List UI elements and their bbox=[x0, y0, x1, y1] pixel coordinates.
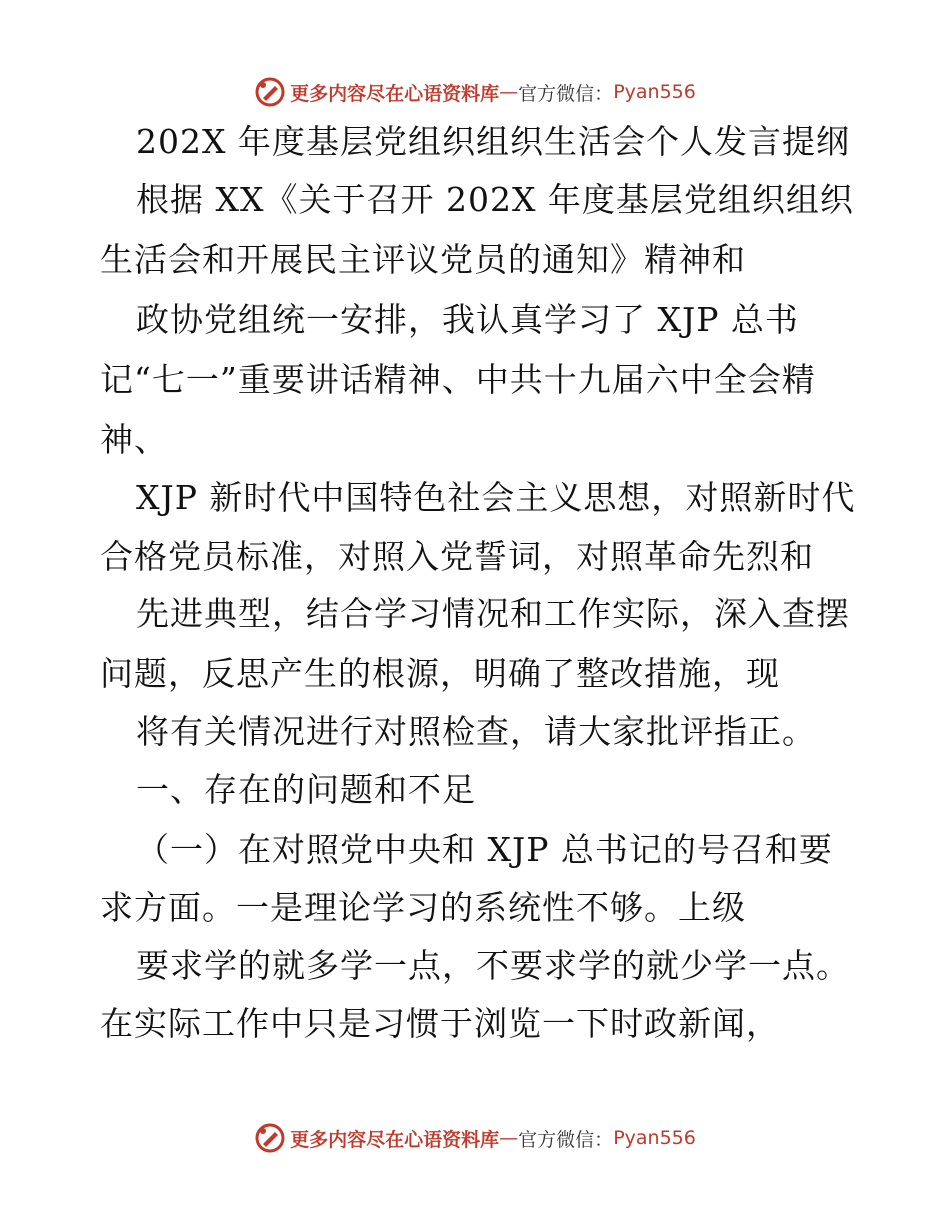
doc-line: 在实际工作中只是习惯于浏览一下时政新闻， bbox=[100, 1004, 780, 1043]
banner-wechat-id: Pyan556 bbox=[613, 1127, 696, 1149]
banner-wechat-label: 官方微信： bbox=[518, 82, 614, 105]
doc-line: 先进典型，结合学习情况和工作实际，深入查摆 bbox=[136, 594, 850, 633]
banner-dash: — bbox=[499, 81, 519, 103]
banner-wechat-label: 官方微信： bbox=[518, 1128, 614, 1151]
doc-line: 记“七一”重要讲话精神、中共十九届六中全会精 bbox=[100, 360, 816, 399]
footer-banner bbox=[0, 1122, 950, 1154]
doc-line: 合格党员标准，对照入党誓词，对照革命先烈和 bbox=[100, 537, 814, 576]
doc-line: 问题，反思产生的根源，明确了整改措施，现 bbox=[100, 654, 780, 693]
header-banner bbox=[0, 76, 950, 108]
doc-line: XJP 新时代中国特色社会主义思想，对照新时代 bbox=[136, 478, 856, 517]
doc-line: 要求学的就多学一点，不要求学的就少学一点。 bbox=[136, 946, 850, 985]
doc-line: （一）在对照党中央和 XJP 总书记的号召和要 bbox=[136, 830, 833, 869]
doc-line: 求方面。一是理论学习的系统性不够。上级 bbox=[100, 888, 746, 927]
doc-line: 生活会和开展民主评议党员的通知》精神和 bbox=[100, 240, 746, 279]
logo-icon bbox=[254, 76, 286, 108]
banner-dash: — bbox=[499, 1127, 519, 1149]
doc-title: 202X 年度基层党组织组织生活会个人发言提纲 bbox=[136, 122, 850, 161]
doc-line: 根据 XX《关于召开 202X 年度基层党组织组织 bbox=[136, 180, 854, 219]
doc-line: 神、 bbox=[100, 420, 168, 459]
banner-wechat-id: Pyan556 bbox=[613, 81, 696, 103]
section-heading: 一、存在的问题和不足 bbox=[136, 770, 476, 809]
doc-line: 政协党组统一安排，我认真学习了 XJP 总书 bbox=[136, 300, 799, 339]
logo-icon bbox=[254, 1122, 286, 1154]
banner-site-text: 更多内容尽在心语资料库 bbox=[290, 82, 500, 105]
banner-site-text: 更多内容尽在心语资料库 bbox=[290, 1128, 500, 1151]
doc-line: 将有关情况进行对照检查，请大家批评指正。 bbox=[136, 712, 816, 751]
